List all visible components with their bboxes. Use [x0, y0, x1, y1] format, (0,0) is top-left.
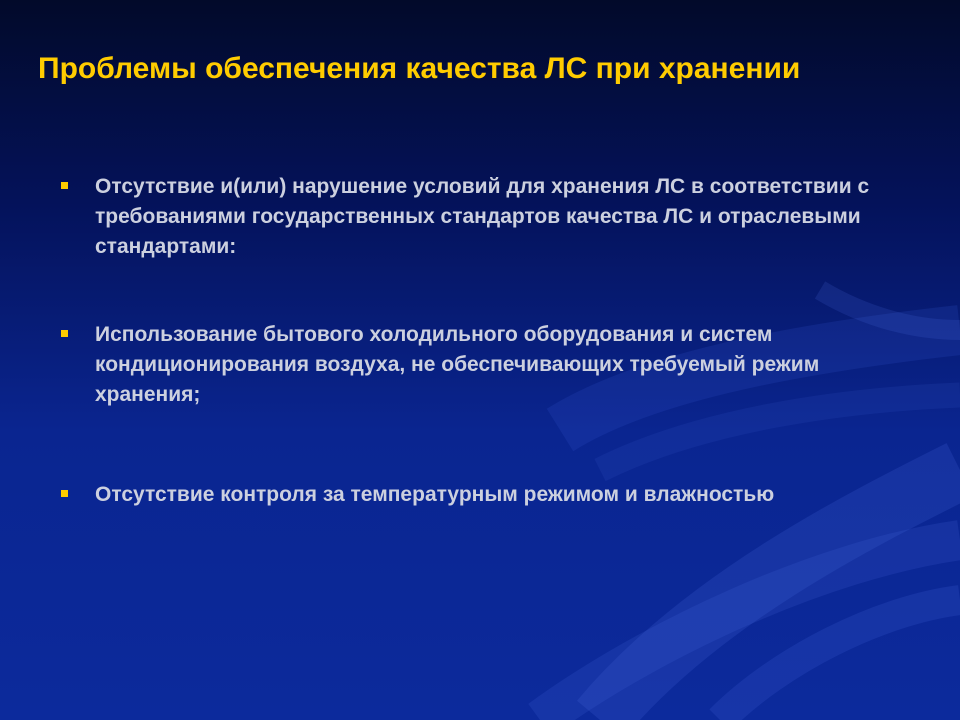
- square-bullet-icon: [61, 490, 68, 497]
- bullet-list: [58, 172, 888, 510]
- slide-title: Проблемы обеспечения качества ЛС при хранении: [38, 52, 801, 85]
- bullet-text: Отсутствие контроля за температурным режимом и влажностью: [95, 483, 775, 506]
- bullet-text: Использование бытового холодильного оборудования и систем кондиционирования воздуха, не обеспечивающих требуемый режим хранения;: [95, 323, 820, 406]
- bullet-item: [58, 480, 888, 510]
- square-bullet-icon: [61, 330, 68, 337]
- bullet-text: Отсутствие и(или) нарушение условий для хранения ЛС в соответствии с требованиями государственных стандартов качества ЛС и отраслевыми стандартами:: [95, 175, 870, 258]
- bullet-item: [58, 320, 888, 410]
- bullet-item: [58, 172, 888, 262]
- square-bullet-icon: [61, 182, 68, 189]
